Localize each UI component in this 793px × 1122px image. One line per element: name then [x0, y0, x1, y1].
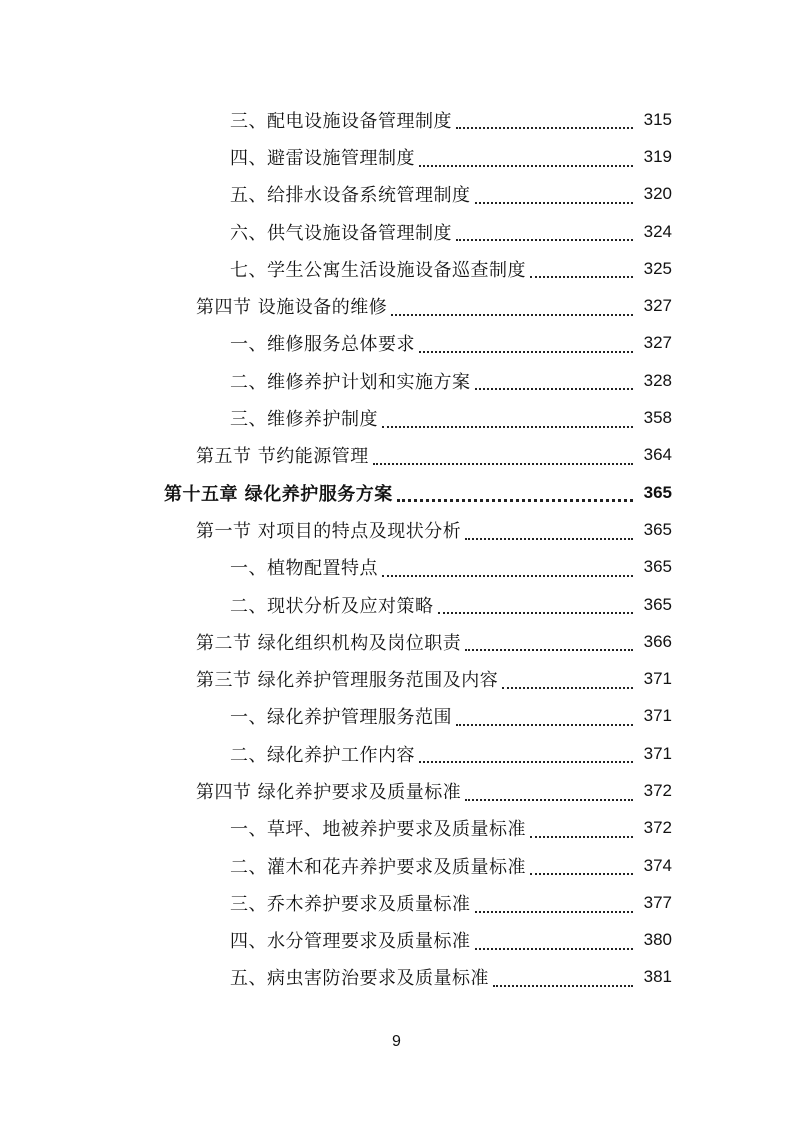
toc-entry-page: 371 — [643, 743, 672, 763]
toc-entry-title: 第五节 节约能源管理 — [196, 446, 369, 468]
toc-entry-title: 第四节 绿化养护要求及质量标准 — [196, 781, 462, 803]
dot-leader — [456, 226, 633, 241]
toc-entry-page: 372 — [643, 818, 672, 838]
toc-entry-title: 二、灌木和花卉养护要求及质量标准 — [230, 856, 526, 878]
toc-entry-page: 320 — [643, 184, 672, 204]
toc-entry[interactable] — [0, 847, 793, 884]
toc-entry-page: 327 — [643, 333, 672, 353]
toc-entry-title: 第三节 绿化养护管理服务范围及内容 — [196, 670, 499, 692]
toc-entry-title: 三、乔木养护要求及质量标准 — [230, 893, 471, 915]
dot-leader — [475, 935, 634, 950]
toc-entry-page: 381 — [643, 967, 672, 987]
toc-entry[interactable] — [0, 325, 793, 362]
toc-entry-page: 374 — [643, 855, 672, 875]
dot-leader — [475, 375, 634, 390]
page-number: 9 — [392, 1033, 401, 1050]
toc-entry-title: 四、水分管理要求及质量标准 — [230, 931, 471, 953]
toc-entry-page: 372 — [643, 780, 672, 800]
toc-entry-page: 327 — [643, 296, 672, 316]
toc-entry[interactable] — [0, 922, 793, 959]
toc-entry-title: 五、病虫害防治要求及质量标准 — [230, 968, 489, 990]
toc-entry[interactable] — [0, 399, 793, 436]
dot-leader — [419, 748, 633, 763]
toc-entry-page: 371 — [643, 669, 672, 689]
dot-leader — [465, 525, 633, 540]
toc-entry[interactable] — [0, 698, 793, 735]
dot-leader — [475, 898, 634, 913]
toc-entry-title: 二、维修养护计划和实施方案 — [230, 371, 471, 393]
toc-entry-page: 364 — [643, 445, 672, 465]
toc-entry[interactable] — [0, 176, 793, 213]
dot-leader — [373, 450, 633, 465]
toc-entry-title: 一、草坪、地被养护要求及质量标准 — [230, 819, 526, 841]
toc-entry-title: 三、维修养护制度 — [230, 409, 378, 431]
toc-entry-title: 一、植物配置特点 — [230, 558, 378, 580]
dot-leader — [438, 599, 634, 614]
toc-entry[interactable] — [0, 959, 793, 996]
dot-leader — [530, 263, 633, 278]
toc-entry-title: 六、供气设施设备管理制度 — [230, 222, 452, 244]
toc-entry[interactable] — [0, 138, 793, 175]
toc-entry[interactable] — [0, 549, 793, 586]
dot-leader — [493, 972, 633, 987]
toc-entry[interactable] — [0, 213, 793, 250]
toc-entry-title: 七、学生公寓生活设施设备巡查制度 — [230, 259, 526, 281]
toc-entry-title: 第一节 对项目的特点及现状分析 — [196, 520, 462, 542]
dot-leader — [456, 114, 633, 129]
toc-entry-title: 第十五章 绿化养护服务方案 — [164, 483, 393, 505]
toc-entry-section[interactable] — [0, 437, 793, 474]
toc-entry[interactable] — [0, 735, 793, 772]
dot-leader — [419, 152, 633, 167]
toc-entry-page: 380 — [643, 930, 672, 950]
toc-entry-title: 二、绿化养护工作内容 — [230, 744, 415, 766]
dot-leader — [382, 562, 633, 577]
toc-entry-title: 一、绿化养护管理服务范围 — [230, 707, 452, 729]
toc-entry-section[interactable] — [0, 511, 793, 548]
toc-entry-title: 第二节 绿化组织机构及岗位职责 — [196, 632, 462, 654]
toc-entry-section[interactable] — [0, 623, 793, 660]
toc-entry-page: 358 — [643, 408, 672, 428]
dot-leader — [530, 823, 633, 838]
dot-leader — [382, 413, 633, 428]
toc-entry[interactable] — [0, 884, 793, 921]
toc-entry-section[interactable] — [0, 772, 793, 809]
toc-entry-title: 第四节 设施设备的维修 — [196, 297, 388, 319]
toc-entry-page: 366 — [643, 631, 672, 651]
toc-entry[interactable] — [0, 101, 793, 138]
toc-entry-page: 315 — [643, 109, 672, 129]
toc-entry-chapter[interactable] — [0, 474, 793, 511]
toc-entry-page: 371 — [643, 706, 672, 726]
dot-leader — [465, 786, 633, 801]
dot-leader — [391, 301, 633, 316]
toc-entry-section[interactable] — [0, 660, 793, 697]
toc-entry-page: 365 — [643, 594, 672, 614]
toc-entry-page: 365 — [643, 482, 672, 502]
table-of-contents — [0, 101, 793, 996]
toc-entry-title: 二、现状分析及应对策略 — [230, 595, 434, 617]
toc-entry[interactable] — [0, 250, 793, 287]
toc-entry-section[interactable] — [0, 287, 793, 324]
toc-entry-page: 319 — [643, 146, 672, 166]
dot-leader — [419, 338, 633, 353]
dot-leader — [397, 486, 633, 502]
toc-entry-page: 377 — [643, 892, 672, 912]
toc-entry[interactable] — [0, 586, 793, 623]
toc-entry-title: 一、维修服务总体要求 — [230, 334, 415, 356]
toc-entry-page: 365 — [643, 557, 672, 577]
dot-leader — [502, 674, 633, 689]
dot-leader — [456, 711, 633, 726]
toc-entry-page: 365 — [643, 519, 672, 539]
toc-entry-page: 324 — [643, 221, 672, 241]
toc-entry[interactable] — [0, 810, 793, 847]
toc-entry-page: 328 — [643, 370, 672, 390]
toc-entry[interactable] — [0, 362, 793, 399]
toc-entry-page: 325 — [643, 258, 672, 278]
dot-leader — [475, 189, 634, 204]
toc-entry-title: 三、配电设施设备管理制度 — [230, 110, 452, 132]
dot-leader — [530, 860, 633, 875]
toc-entry-title: 四、避雷设施管理制度 — [230, 147, 415, 169]
dot-leader — [465, 636, 633, 651]
toc-entry-title: 五、给排水设备系统管理制度 — [230, 185, 471, 207]
